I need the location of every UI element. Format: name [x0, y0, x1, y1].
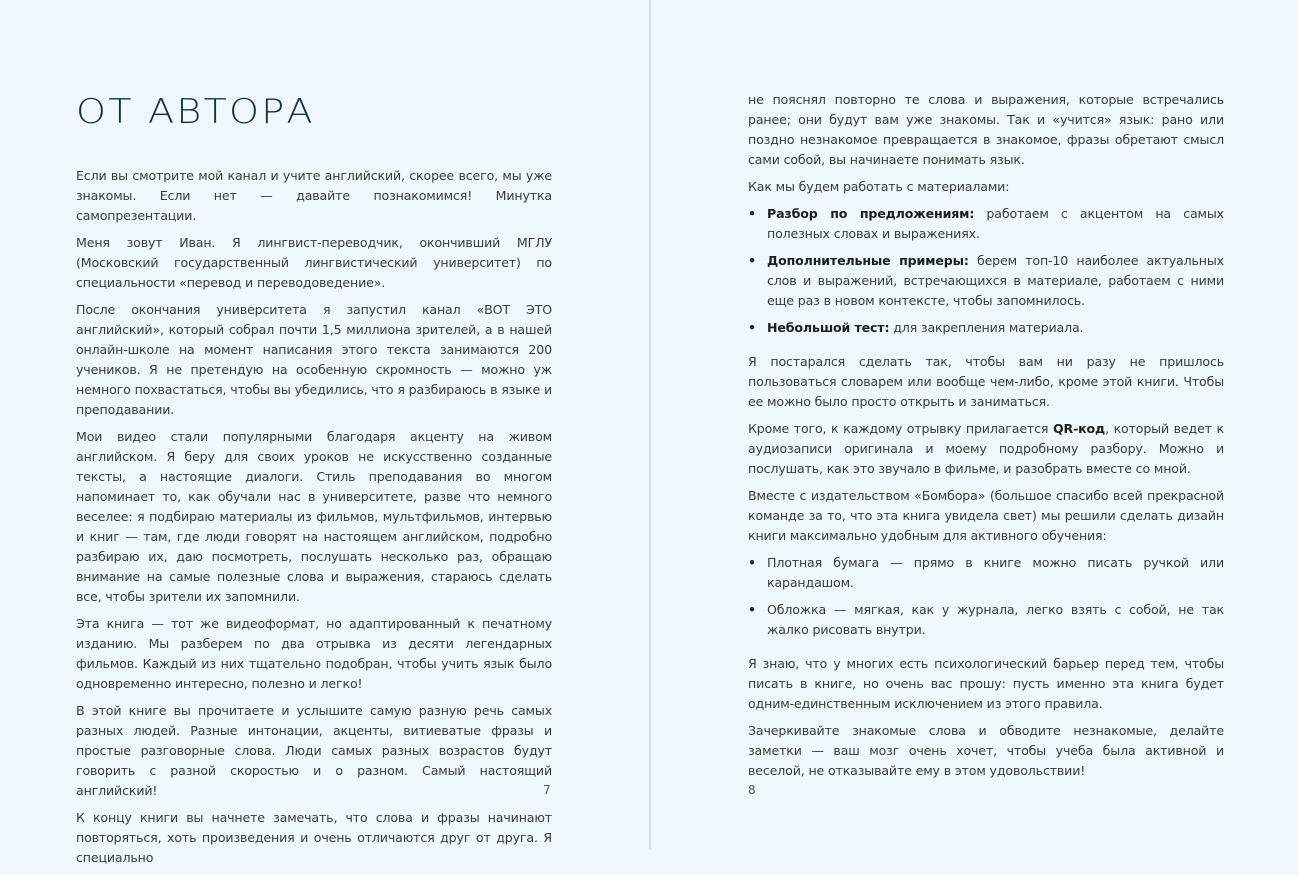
- list-item: [748, 204, 1224, 244]
- list-item-title: Разбор по предложениям:: [767, 206, 975, 221]
- paragraph-dictionary: Я постарался сделать так, чтобы вам ни разу не пришлось пользоваться словарем или вообще чем-либо, кроме этой книги. Чтобы ее можно было просто открыть и заниматься.: [748, 354, 1224, 409]
- bullet-icon: •: [748, 602, 756, 617]
- paragraph-repetition: К концу книги вы начнете замечать, что слова и фразы начинают повторяться, хоть произведения и очень отличаются друг от друга. Я специально: [76, 810, 552, 865]
- paragraph-barrier: Я знаю, что у многих есть психологический барьер перед тем, чтобы писать в книге, но очень вас прошу: пусть именно эта книга будет одним-единственным исключением из этого правила.: [748, 656, 1224, 711]
- list-item-text: для закрепления материала.: [889, 320, 1084, 335]
- paragraph-speech: В этой книге вы прочитаете и услышите самую разную речь самых разных людей. Разные интонации, акценты, витиеватые фразы и простые разговорные слова. Люди самых разных возрастов будут говорить с разной скоростью и о разном. Самый настоящий английский!: [76, 703, 552, 798]
- bullet-icon: •: [748, 206, 756, 221]
- qr-code-term: QR-код: [1052, 421, 1106, 436]
- paragraph-publisher: Вместе с издательством «Бомбора» (большое спасибо всей прекрасной команде за то, что эта книга увидела свет) мы решили сделать дизайн книги максимально удобным для активного обучения:: [748, 488, 1224, 543]
- left-text-column: [76, 166, 552, 875]
- list-item-text: работаем с акцентом на самых полезных словах и выражениях.: [767, 206, 1224, 241]
- paragraph-qr-code: [748, 419, 1224, 479]
- design-features-list: [748, 553, 1224, 640]
- list-item-text: берем топ-10 наиболее актуальных слов и выражений, встречающихся в материале, работаем с ними еще раз в новом контексте, чтобы запомнилось.: [767, 253, 1224, 308]
- bullet-icon: •: [748, 320, 756, 335]
- paragraph-notes: Зачеркивайте знакомые слова и обводите незнакомые, делайте заметки — ваш мозг очень хочет, чтобы учеба была активной и веселой, не отказывайте ему в этом удовольствии!: [748, 723, 1224, 778]
- page-number-left: 7: [543, 783, 551, 797]
- right-text-column: [748, 90, 1224, 788]
- bullet-icon: •: [748, 253, 756, 268]
- list-item-title: Дополнительные примеры:: [767, 253, 969, 268]
- paragraph-intro: Если вы смотрите мой канал и учите английский, скорее всего, мы уже знакомы. Если нет — давайте познакомимся! Минутка самопрезентации.: [76, 168, 552, 223]
- list-item-text: Плотная бумага — прямо в книге можно писать ручкой или карандашом.: [767, 555, 1224, 590]
- bullet-icon: •: [748, 555, 756, 570]
- paragraph-channel: После окончания университета я запустил канал «ВОТ ЭТО английский», который собрал почти 1,5 миллиона зрителей, а в нашей онлайн-школе на момент написания этого текста занимаются 200 учеников. Я не претендую на особенную скромность — можно уж немного похвастаться, чтобы вы убедились, что я разбираюсь в языке и преподавании.: [76, 302, 552, 417]
- list-item: [748, 318, 1224, 338]
- work-method-list: [748, 204, 1224, 338]
- list-item-text: Обложка — мягкая, как у журнала, легко взять с собой, не так жалко рисовать внутри.: [767, 602, 1224, 637]
- page-title: ОТ АВТОРА: [76, 92, 315, 132]
- page-number-right: 8: [748, 783, 756, 797]
- list-item-title: Небольшой тест:: [767, 320, 890, 335]
- paragraph-how-we-work: Как мы будем работать с материалами:: [748, 179, 1010, 194]
- paragraph-continuation: не пояснял повторно те слова и выражения, которые встречались ранее; они будут вам уже знакомы. Так и «учится» язык: рано или поздно незнакомое превращается в знакомое, фразы обретают смысл сами собой, вы начинаете понимать язык.: [748, 92, 1224, 167]
- paragraph-book-format: Эта книга — тот же видеоформат, но адаптированный к печатному изданию. Мы разберем по два отрывка из десяти легендарных фильмов. Каждый из них тщательно подобран, чтобы учить язык было одновременно интересно, полезно и легко!: [76, 616, 552, 691]
- left-page: [0, 0, 649, 865]
- paragraph-about-ivan: Меня зовут Иван. Я лингвист-переводчик, окончивший МГЛУ (Московский государственный лингвистический университет) по специальности «перевод и переводоведение».: [76, 235, 552, 290]
- qr-text-before: Кроме того, к каждому отрывку прилагается: [748, 421, 1053, 436]
- paragraph-videos: Мои видео стали популярными благодаря акценту на живом английском. Я беру для своих уроков не искусственно созданные тексты, а настоящие диалоги. Стиль преподавания во многом напоминает то, как обучали нас в университете, разве что немного веселее: я подбираю материалы из фильмов, мультфильмов, интервью и книг — там, где люди говорят на настоящем английском, подробно разбираю их, даю посмотреть, послушать несколько раз, обращаю внимание на самые полезные слова и выражения, стараюсь сделать все, чтобы зрители их запомнили.: [76, 429, 552, 604]
- list-item: [748, 553, 1224, 593]
- qr-text-after: , который ведет к аудиозаписи оригинала и моему подробному разбору. Можно и послушать, как это звучало в фильме, и разобрать вместе со мной.: [748, 421, 1224, 476]
- list-item: [748, 251, 1224, 311]
- list-item: [748, 600, 1224, 640]
